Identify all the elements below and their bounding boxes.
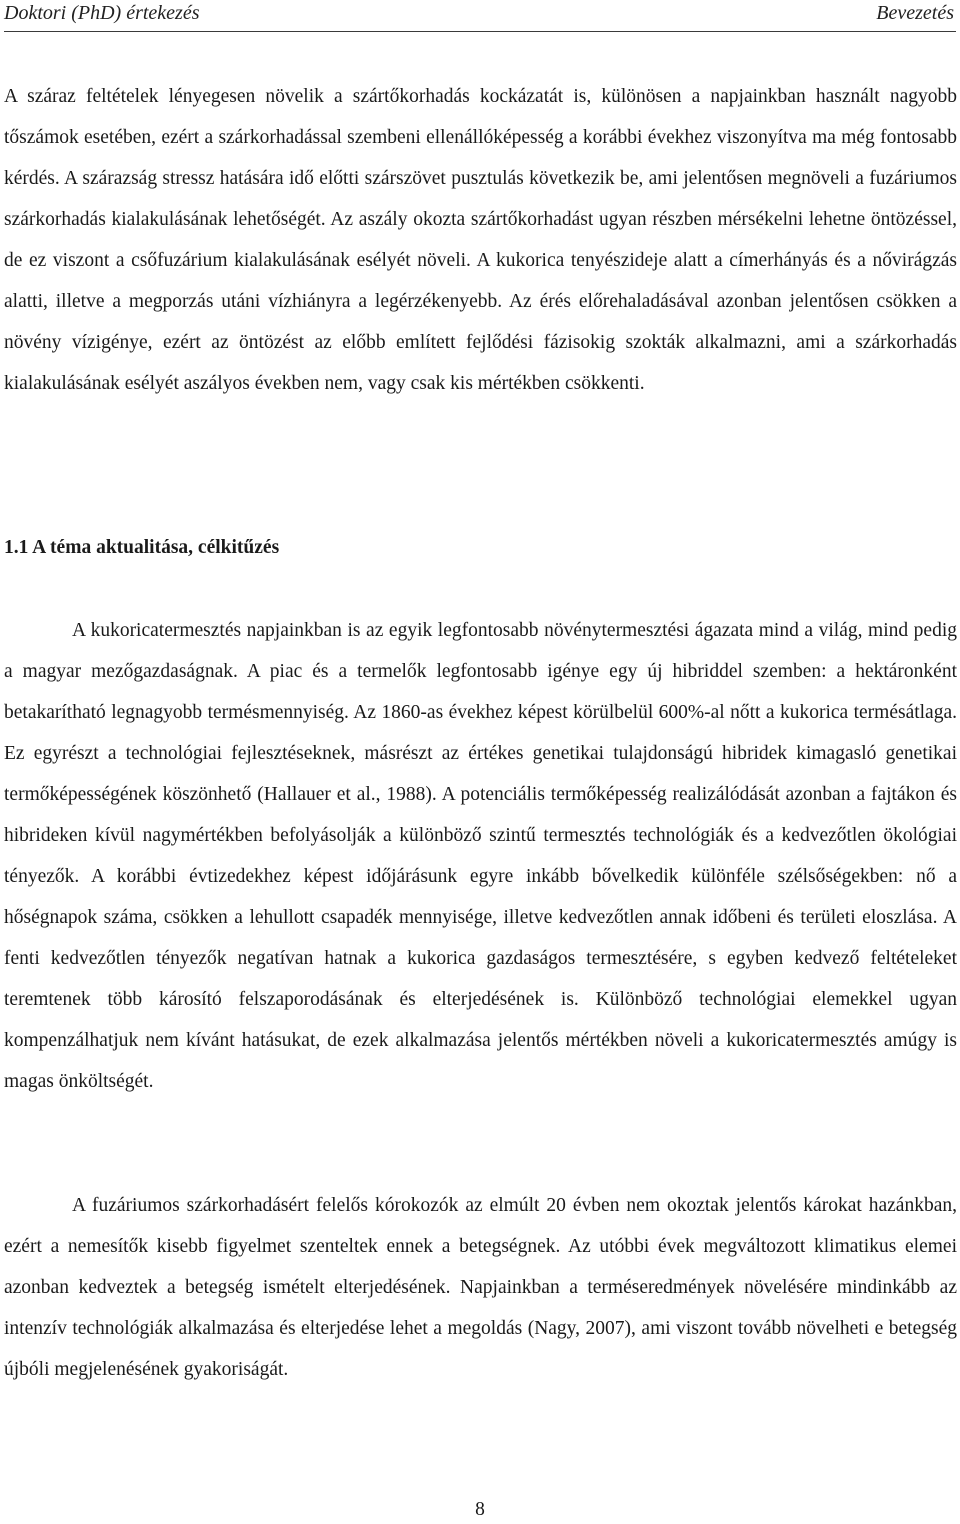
paragraph-2: A kukoricatermesztés napjainkban is az egyik legfontosabb növénytermesztési ágazata mind a világ, mind pedig a magyar mezőgazdaságnak. A piac és a termelők legfontosabb igénye egy új hibriddel szemben: a hektáronként betakarítható legnagyobb termésmennyiség. Az 1860-as évekhez képest körülbelül 600%-al nőtt a kukorica termésátlaga. Ez egyrészt a technológiai fejlesztéseknek, másrészt az értékes genetikai tulajdonságú hibridek kimagasló genetikai termőképességének köszönhető (Hallauer et al., 1988). A potenciális termőképesség realizálódását azonban a fajtákon és hibrideken kívül nagymértékben befolyásolják a különböző szintű termesztés technológiák és a kedvezőtlen ökológiai tényezők. A korábbi évtizedekhez képest időjárásunk egyre inkább bővelkedik különféle szélsőségekben: nő a hőségnapok száma, csökken a lehullott csapadék mennyisége, illetve kedvezőtlen annak időbeni és területi eloszlása. A fenti kedvezőtlen tényezők negatívan hatnak a kukorica gazdaságos termesztésére, s egyben kedvező feltételeket teremtenek több károsító felszaporodásának és elterjedésének is. Különböző technológiai elemekkel ugyan kompenzálhatjuk nem kívánt hatásukat, de ezek alkalmazása jelentős mértékben növeli a kukoricatermesztés amúgy is magas önköltségét. [4, 620, 957, 1092]
header-right-chapter: Bevezetés [876, 2, 954, 24]
header-left-title: Doktori (PhD) értekezés [4, 2, 200, 24]
section-heading: 1.1 A téma aktualitása, célkitűzés [4, 537, 280, 558]
paragraph-1: A száraz feltételek lényegesen növelik a szártőkorhadás kockázatát is, különösen a napjainkban használt nagyobb tőszámok esetében, ezért a szárkorhadással szembeni ellenállóképesség a korábbi évekhez viszonyítva ma még fontosabb kérdés. A szárazság stressz hatására idő előtti szárszövet pusztulás következik be, ami jelentősen megnöveli a fuzáriumos szárkorhadás kialakulásának lehetőségét. Az aszály okozta szártőkorhadást ugyan részben mérsékelni lehetne öntözéssel, de ez viszont a csőfuzárium kialakulásának esélyét növeli. A kukorica tenyészideje alatt a címerhányás és a nővirágzás alatti, illetve a megporzás utáni vízhiányra a legérzékenyebb. Az érés előrehaladásával azonban jelentősen csökken a növény vízigénye, ezért az öntözést az előbb említett fejlődési fázisokig szokták alkalmazni, ami a szárkorhadás kialakulásának esélyét aszályos években nem, vagy csak kis mértékben csökkenti. [4, 86, 957, 394]
header-rule [4, 31, 956, 32]
running-header [4, 0, 954, 30]
page-number: 8 [475, 1499, 485, 1520]
paragraph-3: A fuzáriumos szárkorhadásért felelős kórokozók az elmúlt 20 évben nem okoztak jelentős károkat hazánkban, ezért a nemesítők kisebb figyelmet szenteltek ennek a betegségnek. Az utóbbi évek megváltozott klimatikus elemei azonban kedveztek a betegség ismételt elterjedésének. Napjainkban a terméseredmények növelésére mindinkább az intenzív technológiák alkalmazása és elterjedése lehet a megoldás (Nagy, 2007), ami viszont tovább növelheti e betegség újbóli megjelenésének gyakoriságát. [4, 1195, 957, 1380]
